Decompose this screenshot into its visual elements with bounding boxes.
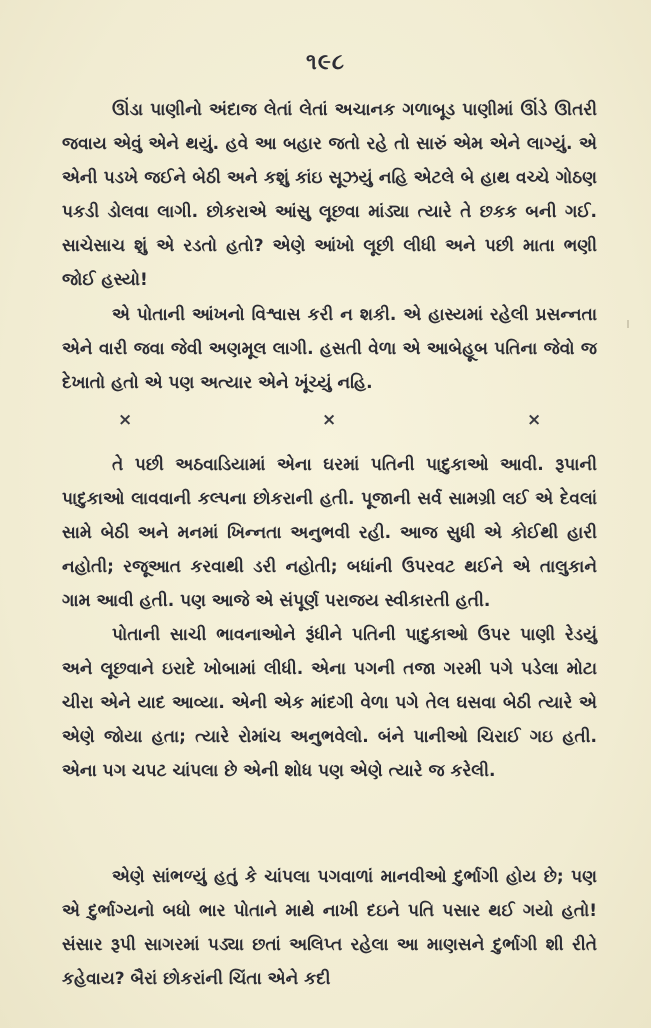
paragraph-1 xyxy=(62,93,597,297)
paragraph-text: ઊંડા પાણીનો અંદાજ લેતાં લેતાં અચાનક ગળાબૂડ પાણીમાં ઊંડે ઊતરી જવાય એવું એને થયું. હવે આ બહાર જતો રહે તો સારું એમ એને લાગ્યું. એ એની પડખે જઈને બેઠી અને કશું કાંઇ સૂઝયું નહિ એટલે બે હાથ વચ્ચે ગોઠણ પકડી ડોલવા લાગી. છોકરાએ આંસુ લૂછવા માંડ્યા ત્યારે તે છકક બની ગઈ. સાચેસાચ શું એ રડતો હતો? એણે આંખો લૂછી લીધી અને પછી માતા ભણી જોઈ હસ્યો! xyxy=(62,100,597,290)
page-number: ૧૯૮ xyxy=(306,50,345,75)
section-separator xyxy=(0,410,651,440)
paragraph-4 xyxy=(62,618,597,788)
paragraph-2 xyxy=(62,298,597,400)
page-edge-mark xyxy=(627,320,629,328)
separator-mark: × xyxy=(527,410,542,430)
paragraph-text: એ પોતાની આંખનો વિશ્વાસ કરી ન શકી. એ હાસ્યમાં રહેલી પ્રસન્નતા એને વારી જવા જેવી અણમૂલ લાગી. હસતી વેળા એ આબેહૂબ પતિના જેવો જ દેખાતો હતો એ પણ અત્યાર એને ખૂંચ્યું નહિ. xyxy=(62,305,597,393)
paragraph-3 xyxy=(62,448,597,618)
paragraph-text: તે પછી અઠવાડિયામાં એના ઘરમાં પતિની પાદુકાઓ આવી. રૂપાની પાદુકાઓ લાવવાની કલ્પના છોકરાની હતી. પૂજાની સર્વ સામગ્રી લઈ એ દેવલાં સામે બેઠી અને મનમાં ખિન્નતા અનુભવી રહી. આજ સુધી એ કોઈથી હારી નહોતી; રજૂઆત કરવાથી ડરી નહોતી; બધાંની ઉપરવટ થઈને એ તાલુકાને ગામ આવી હતી. પણ આજે એ સંપૂર્ણ પરાજય સ્વીકારતી હતી. xyxy=(62,455,597,611)
paragraph-text: પોતાની સાચી ભાવનાઓને રૂંધીને પતિની પાદુકાઓ ઉપર પાણી રેડયું અને લૂછવાને ઇરાદે ખોબામાં લીધી. એના પગની તજા ગરમી પગે પડેલા મોટા ચીરા એને યાદ આવ્યા. એની એક માંદગી વેળા પગે તેલ ઘસવા બેઠી ત્યારે એ એણે જોયા હતા; ત્યારે રોમાંચ અનુભવેલો. બંને પાનીઓ ચિરાઈ ગઇ હતી. એના પગ ચપટ ચાંપલા છે એની શોધ પણ એણે ત્યારે જ કરેલી. xyxy=(62,625,597,781)
separator-mark: × xyxy=(118,410,133,430)
paragraph-5 xyxy=(62,860,597,996)
paragraph-text: એણે સાંભળ્યું હતું કે ચાંપલા પગવાળાં માનવીઓ દુર્ભાગી હોય છે; પણ એ દુર્ભાગ્યનો બધો ભાર પોતાને માથે નાખી દઇને પતિ પસાર થઈ ગયો હતો! સંસાર રૂપી સાગરમાં પડ્યા છતાં અલિપ્ત રહેલા આ માણસને દુર્ભાગી શી રીતે કહેવાય? બૈરાં છોકરાંની ચિંતા એને કદી xyxy=(62,867,597,989)
separator-mark: × xyxy=(322,410,337,430)
